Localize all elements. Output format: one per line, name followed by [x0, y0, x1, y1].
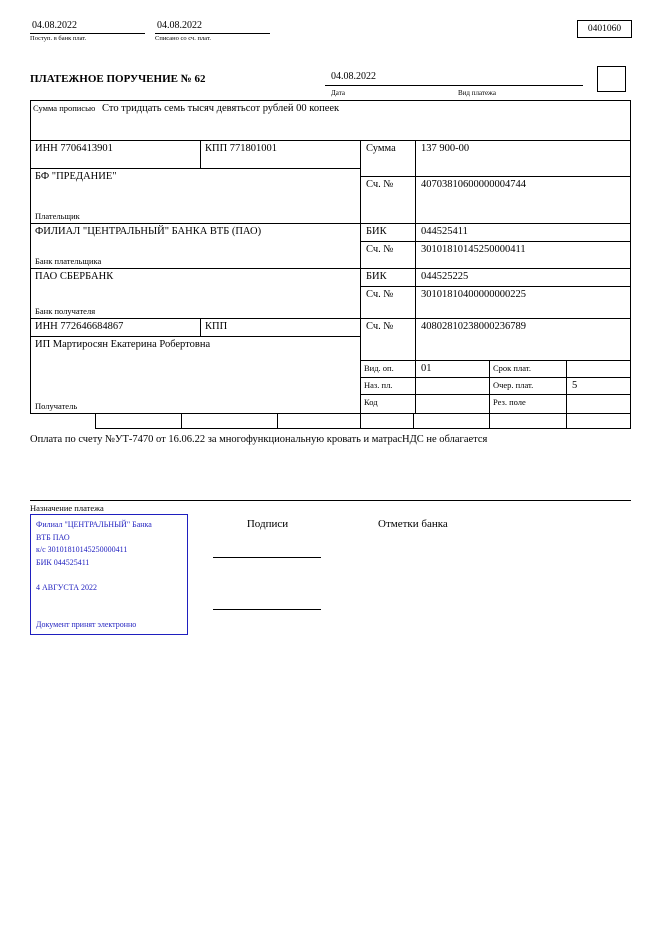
purpose-label: Назначение платежа [30, 503, 104, 513]
payment-kind-box [597, 66, 626, 92]
tax-field-box [361, 414, 414, 428]
payer-inn: ИНН 7706413901 [31, 141, 201, 169]
amount-label: Сумма [361, 141, 416, 177]
document-title: ПЛАТЕЖНОЕ ПОРУЧЕНИЕ № 62 [30, 73, 206, 85]
reserve-value [567, 395, 630, 413]
stamp-line: БИК 044525411 [36, 557, 90, 567]
tax-field-box [182, 414, 278, 428]
payee-account-value: 40802810238000236789 [416, 319, 630, 361]
tax-field-box [490, 414, 567, 428]
stamp-line [36, 569, 182, 582]
bank-marks-label: Отметки банка [378, 518, 448, 530]
form-code-box: 0401060 [577, 20, 632, 38]
payee-bank-label: Банк получателя [35, 306, 96, 316]
title-date-label: Дата [331, 89, 345, 97]
payee-name: ИП Мартиросян Екатерина Робертовна [35, 339, 211, 350]
payment-table [30, 100, 631, 414]
priority-value: 5 [567, 378, 630, 395]
payee-account-label: Сч. № [361, 319, 416, 361]
payee-kpp: КПП [201, 319, 361, 337]
stamp-line: Филиал "ЦЕНТРАЛЬНЫЙ" Банка [36, 520, 152, 529]
bank-stamp [30, 514, 188, 635]
stamp-line: ВТБ ПАО [36, 532, 70, 542]
reserve-label: Рез. поле [490, 395, 567, 413]
code-label: Код [361, 395, 416, 413]
code-value [416, 395, 490, 413]
amount-words-label: Сумма прописью [33, 103, 96, 113]
payer-bank-account-value: 30101810145250000411 [416, 242, 630, 269]
purpose-underline [30, 500, 631, 501]
payee-bank-cell [31, 269, 361, 319]
amount-value: 137 900-00 [416, 141, 630, 177]
stamp-line: к/с 30101810145250000411 [36, 545, 128, 554]
debited-date-block [155, 20, 270, 42]
payment-kind-label: Вид платежа [458, 89, 497, 97]
priority-label: Очер. плат. [490, 378, 567, 395]
tax-field-box [414, 414, 490, 428]
pay-term-value [567, 361, 630, 378]
purpose-code-value [416, 378, 490, 395]
purpose-text: Оплата по счету №УТ-7470 от 16.06.22 за многофункциональную кровать и матрасНДС не облагается [30, 434, 488, 445]
payer-bank-account-label: Сч. № [361, 242, 416, 269]
tax-field-box [96, 414, 182, 428]
tax-field-box [278, 414, 361, 428]
title-date-line [325, 71, 583, 86]
payee-inn: ИНН 772646684867 [31, 319, 201, 337]
pay-term-label: Срок плат. [490, 361, 567, 378]
payer-bank-bik-label: БИК [361, 224, 416, 242]
op-kind-label: Вид. оп. [361, 361, 416, 378]
stamp-line: 4 АВГУСТА 2022 [36, 582, 98, 592]
stamp-line [36, 594, 182, 607]
received-date-block [30, 20, 145, 42]
payee-cell [31, 337, 361, 413]
payee-bank-name: ПАО СБЕРБАНК [35, 271, 114, 282]
signatures-label: Подписи [246, 518, 289, 530]
stamp-line [36, 607, 182, 620]
payee-bank-account-label: Сч. № [361, 287, 416, 319]
debited-date-label: Списано со сч. плат. [155, 35, 211, 42]
amount-words-row [31, 101, 630, 141]
payer-bank-name: ФИЛИАЛ "ЦЕНТРАЛЬНЫЙ" БАНКА ВТБ (ПАО) [35, 226, 262, 237]
payer-account-label: Сч. № [361, 177, 416, 224]
tax-fields-row [95, 413, 631, 429]
op-kind-value: 01 [416, 361, 490, 378]
payer-name: БФ "ПРЕДАНИЕ" [35, 171, 117, 182]
payer-account-value: 40703810600000004744 [416, 177, 630, 224]
title-date-value: 04.08.2022 [331, 71, 376, 82]
payee-bank-bik-label: БИК [361, 269, 416, 287]
payee-label: Получатель [35, 401, 78, 411]
payer-kpp: КПП 771801001 [201, 141, 361, 169]
payee-bank-account-value: 30101810400000000225 [416, 287, 630, 319]
payer-label: Плательщик [35, 211, 80, 221]
signature-line-1 [213, 557, 321, 558]
received-date-value: 04.08.2022 [30, 20, 145, 34]
payer-bank-bik-value: 044525411 [416, 224, 630, 242]
amount-words-value: Сто тридцать семь тысяч девятьсот рублей 00 копеек [102, 103, 340, 114]
purpose-code-label: Наз. пл. [361, 378, 416, 395]
stamp-line: Документ принят электронно [36, 620, 137, 629]
received-date-label: Поступ. в банк плат. [30, 35, 87, 42]
payer-bank-cell [31, 224, 361, 269]
payee-bank-bik-value: 044525225 [416, 269, 630, 287]
payer-cell [31, 169, 361, 224]
tax-field-box [567, 414, 630, 428]
signature-line-2 [213, 609, 321, 610]
debited-date-value: 04.08.2022 [155, 20, 270, 34]
payer-bank-label: Банк плательщика [35, 256, 102, 266]
